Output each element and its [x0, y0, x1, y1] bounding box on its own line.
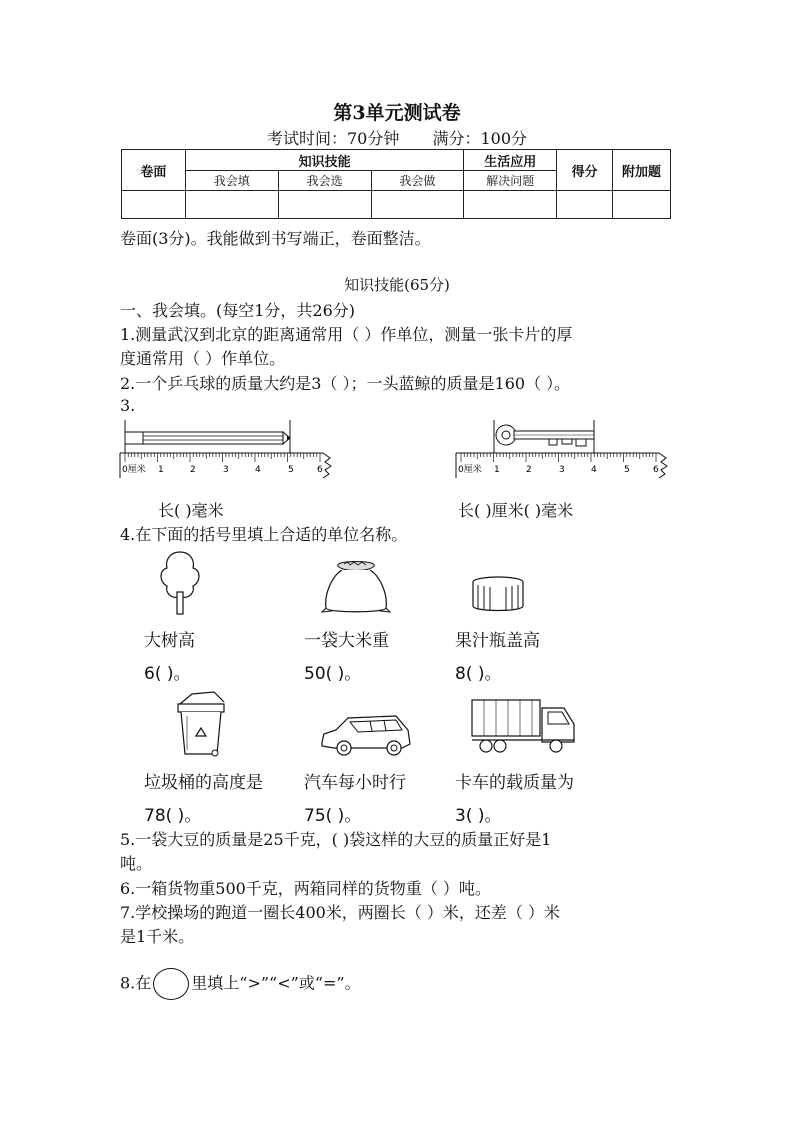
zhishi-header: 知识技能: [185, 150, 463, 171]
compare-circle-icon: [153, 968, 189, 1000]
question-8-suffix: 里填上“>”“<”或“=”。: [191, 973, 361, 993]
item-label: 卡车的载质量为: [455, 773, 574, 793]
item-label: 大树高: [144, 631, 195, 651]
item-label: 一袋大米重: [304, 631, 389, 651]
ruler-key-figure: [454, 418, 674, 480]
score-cell[interactable]: [185, 191, 278, 219]
item-blank: 75( )。: [304, 806, 362, 826]
full-score: 满分：100分: [432, 129, 527, 148]
ruler-number: 2: [526, 465, 532, 475]
ruler-number: 2: [190, 465, 196, 475]
wohuizuo-header: 我会做: [371, 171, 464, 191]
juanmian-header: 卷面: [122, 150, 186, 191]
ruler-number: 4: [255, 465, 261, 475]
exam-time: 考试时间：70分钟: [266, 129, 400, 148]
item-blank: 78( )。: [144, 806, 202, 826]
part1-title: 一、我会填。(每空1分，共26分): [120, 301, 356, 320]
fujia-header: 附加题: [613, 150, 671, 191]
ruler-number: 4: [591, 465, 597, 475]
exam-info: [0, 126, 794, 149]
question-2: 2.一个乒乓球的质量大约是3（ ）；一头蓝鲸的质量是160（ ）。: [120, 374, 571, 393]
question-3: 3.: [120, 396, 136, 415]
truck-icon: [468, 696, 580, 760]
item-label: 果汁瓶盖高: [455, 631, 540, 651]
item-blank: 6( )。: [144, 664, 191, 684]
ruler-number: 3: [223, 465, 229, 475]
rice-bag-icon: [320, 556, 392, 620]
score-cell[interactable]: [464, 191, 557, 219]
score-table: [121, 149, 671, 219]
q3-right-answer: 长( )厘米( )毫米: [458, 501, 574, 520]
question-7-line1: 7.学校操场的跑道一圈长400米，两圈长（ ）米，还差（ ）米: [120, 903, 560, 922]
ruler-number: 1: [494, 465, 500, 475]
ruler-number: 1: [158, 465, 164, 475]
key-icon: [496, 425, 594, 446]
item-blank: 50( )。: [304, 664, 362, 684]
score-cell[interactable]: [371, 191, 464, 219]
question-7-line2: 是1千米。: [120, 927, 195, 946]
question-6: 6.一箱货物重500千克，两箱同样的货物重（ ）吨。: [120, 879, 491, 898]
question-1-line2: 度通常用（ ）作单位。: [120, 349, 286, 368]
score-cell[interactable]: [557, 191, 613, 219]
q3-left-answer: 长( )毫米: [158, 501, 224, 520]
item-label: 垃圾桶的高度是: [144, 773, 263, 793]
ruler-unit-label: 0厘米: [122, 465, 146, 475]
question-8-prefix: 8.在: [120, 973, 152, 993]
tree-icon: [155, 548, 205, 620]
question-1-line1: 1.测量武汉到北京的距离通常用（ ）作单位，测量一张卡片的厚: [120, 325, 573, 344]
item-label: 汽车每小时行: [304, 773, 406, 793]
page-title: 第3单元测试卷: [333, 102, 461, 124]
bottle-cap-icon: [470, 574, 526, 618]
ruler-number: 5: [288, 465, 294, 475]
question-5-line2: 吨。: [120, 854, 153, 873]
score-cell[interactable]: [278, 191, 371, 219]
ruler-number: 3: [559, 465, 565, 475]
car-icon: [318, 712, 414, 762]
question-4: 4.在下面的括号里填上合适的单位名称。: [120, 525, 408, 544]
juanmian-note: 卷面(3分)。我能做到书写端正，卷面整洁。: [120, 229, 431, 248]
item-blank: 3( )。: [455, 806, 502, 826]
jiejue-header: 解决问题: [464, 171, 557, 191]
ruler-number: 6: [317, 465, 323, 475]
wohuixuan-header: 我会选: [278, 171, 371, 191]
question-5-line1: 5.一袋大豆的质量是25千克，( )袋这样的大豆的质量正好是1: [120, 830, 552, 849]
score-cell[interactable]: [613, 191, 671, 219]
ruler-number: 5: [624, 465, 630, 475]
defen-header: 得分: [557, 150, 613, 191]
shenghuo-header: 生活应用: [464, 150, 557, 171]
ruler-pencil-figure: [118, 418, 338, 480]
question-8: [120, 968, 361, 1000]
wohuitian-header: 我会填: [185, 171, 278, 191]
pencil-icon: [125, 432, 290, 444]
ruler-unit-label: 0厘米: [458, 465, 482, 475]
trash-bin-icon: [174, 690, 228, 762]
ruler-number: 6: [653, 465, 659, 475]
item-blank: 8( )。: [455, 664, 502, 684]
score-cell[interactable]: [122, 191, 186, 219]
section-title: 知识技能(65分): [344, 276, 450, 294]
